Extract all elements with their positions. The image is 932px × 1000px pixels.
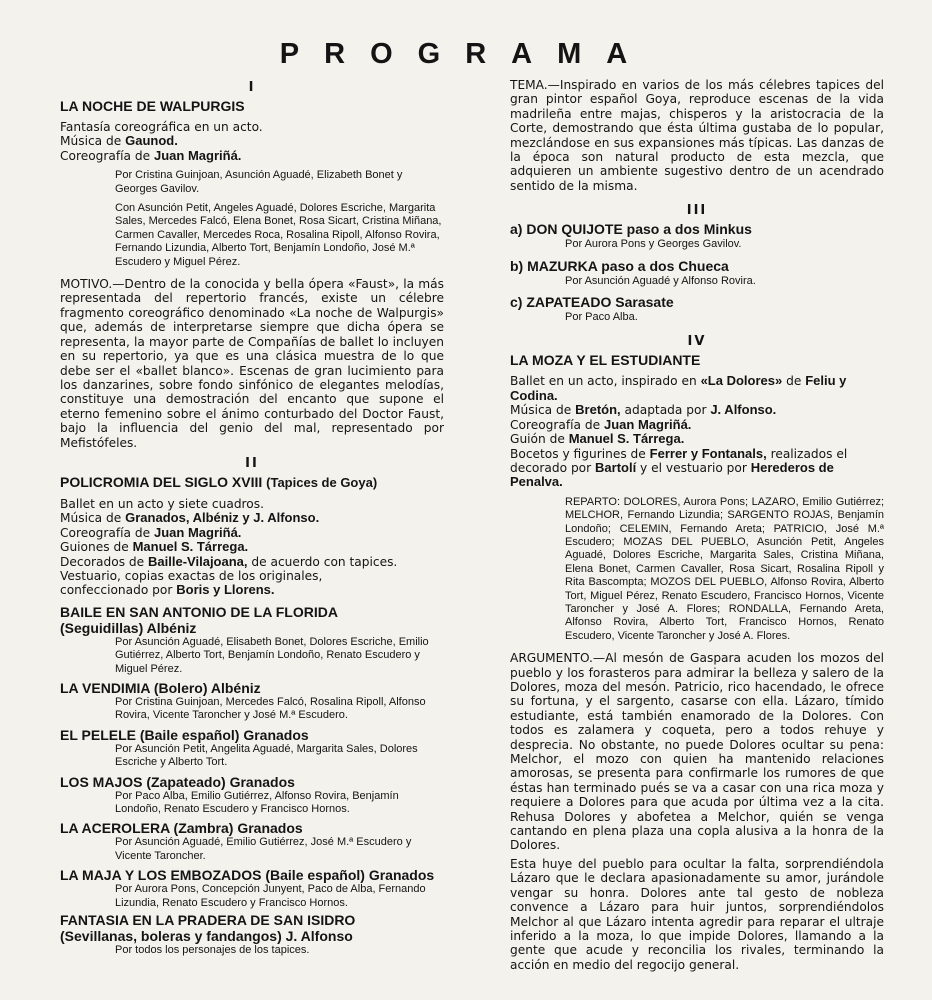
s4-choreography: Coreografía de Juan Magriñá. — [510, 416, 692, 432]
s1-choreography: Coreografía de Juan Magriñá. — [60, 147, 242, 163]
s1-music: Música de Gaunod. — [60, 133, 178, 149]
dance-5-cast: Por Asunción Aguadé, Emilio Gutiérrez, José M.ª Escudero y Vicente Taroncher. — [115, 836, 412, 862]
s4-script: Guión de Manuel S. Tárrega. — [510, 431, 685, 447]
piece-a-title: a) DON QUIJOTE paso a dos Minkus — [510, 221, 752, 238]
piece-c-cast: Por Paco Alba. — [565, 311, 638, 324]
s1-description: Fantasía coreográfica en un acto. — [60, 120, 263, 134]
s4-description: Ballet en un acto, inspirado en «La Dolores» de Feliu y Codina. — [510, 373, 847, 403]
s2-music: Música de Granados, Albéniz y J. Alfonso. — [60, 510, 320, 526]
page-title: PROGRAMA — [279, 38, 653, 70]
dance-4-title: LOS MAJOS (Zapateado) Granados — [60, 773, 295, 790]
dance-2-cast: Por Cristina Guinjoan, Mercedes Falcó, Rosalina Ripoll, Alfonso Rovira, Vicente Taroncher y José M.ª Escudero. — [115, 696, 426, 722]
left-column — [60, 78, 444, 957]
dance-7-subtitle: (Sevillanas, boleras y fandangos) J. Alfonso — [60, 928, 353, 945]
right-column — [510, 78, 884, 972]
piece-b-cast: Por Asunción Aguadé y Alfonso Rovira. — [565, 274, 756, 287]
section-number-3: III — [686, 203, 708, 219]
section-number-2: II — [245, 455, 259, 471]
s2-costumes: Vestuario, copias exactas de los originales, — [60, 568, 323, 583]
dance-4-cast: Por Paco Alba, Emilio Gutiérrez, Alfonso Rovira, Benjamín Londoño, Renato Escudero y Francisco Hornos. — [115, 789, 399, 816]
s2-choreography: Coreografía de Juan Magriñá. — [60, 524, 242, 540]
s4-music: Música de Bretón, adaptada por J. Alfonso. — [510, 402, 777, 418]
section-4-heading: LA MOZA Y EL ESTUDIANTE — [510, 352, 701, 369]
section-1-heading: LA NOCHE DE WALPURGIS — [60, 98, 245, 114]
dance-6-cast: Por Aurora Pons, Concepción Junyent, Paco de Alba, Fernando Lizundia, Renato Escudero y Francisco Hornos. — [115, 883, 426, 909]
section-number-1: I — [248, 80, 256, 95]
s1-cast-principal: Por Cristina Guinjoan, Asunción Aguadé, Elizabeth Bonet y Georges Gavilov. — [115, 169, 403, 195]
s2-script: Guiones de Manuel S. Tárrega. — [60, 539, 249, 555]
s2-sets: Decorados de Baille-Vilajoana, de acuerdo con tapices. — [60, 553, 398, 569]
section-2-heading: POLICROMIA DEL SIGLO XVIII (Tapices de Goya) — [60, 473, 378, 490]
dance-7-cast: Por todos los personajes de los tapices. — [115, 944, 310, 957]
section-number-4: IV — [687, 334, 707, 350]
dance-1-subtitle: (Seguidillas) Albéniz — [60, 619, 197, 636]
dance-2-title: LA VENDIMIA (Bolero) Albéniz — [60, 680, 261, 696]
s4-argumento-continued: Esta huye del pueblo para ocultar la falta, sorprendiéndola Lázaro que le declara apasionadamente su amor, jurándole vengar su honra. Dolores ante tal gesto de nobleza convence a Lázaro para huir juntos, sorprendiéndolos Melchor al que Lázaro intenta agredir para reparar el ultraje inferido a la moza, lo que impide Dolores, llamando a la gente que acude y reconcilia los rivales, terminando la acción en medio del regocijo general. — [510, 856, 884, 972]
s2-tema: TEMA.—Inspirado en varios de los más célebres tapices del gran pintor español Goya, reproduce escenas de la vida madrileña entre majas, chisperos y la aristocracia de la Corte, demostrando que ésta última gustaba de lo popular, mezclándose en sus expansiones más típicas. Las danzas de la época son natural producto de esta mezcla, que adquieren un ambiente sugestivo dentro de un acendrado sentido de la misma. — [510, 78, 884, 193]
s4-reparto: REPARTO: DOLORES, Aurora Pons; LAZARO, Emilio Gutiérrez; MELCHOR, Fernando Lizundia; SARGENTO ROJAS, Benjamín Londoño; CELEMIN, Fernando Areta; PATRICIO, José M.ª Escudero; MOZAS DEL PUEBLO, Asunción Petit, Angeles Aguadé, Dolores Escriche, Margarita Sales, Cristina Miñana, Elena Bonet, Carmen Cavaller, Rosa Sicart, Rosalina Ripoll y Rita Bascompta; MOZOS DEL PUEBLO, Alfonso Rovira, Alberto Tort, Miguel Pérez, Renato Escudero, Francisco Hornos, Vicente Taroncher y José A. Flores; RONDALLA, Fernando Areta, Alfonso Rovira, Alberto Tort, Francisco Hornos, Renato Escudero, Vicente Taroncher y José A. Flores. — [565, 495, 884, 642]
dance-3-cast: Por Asunción Petit, Angelita Aguadé, Margarita Sales, Dolores Escriche y Alberto Tort. — [115, 742, 418, 769]
s4-design: Bocetos y figurines de Ferrer y Fontanals, realizados el decorado por Bartolí y el vestuario por Herederos de Penalva. — [510, 445, 848, 490]
s2-costumes-maker: confeccionado por Boris y Llorens. — [60, 582, 275, 598]
dance-7-title: FANTASIA EN LA PRADERA DE SAN ISIDRO — [60, 912, 356, 929]
s1-cast-ensemble: Con Asunción Petit, Angeles Aguadé, Dolores Escriche, Margarita Sales, Mercedes Falcó, Elena Bonet, Rosa Sicart, Cristina Miñana, Carmen Cavaller, Mercedes Roca, Rosalina Ripoll, Alfonso Rovira, Fernando Lizundia, Alberto Tort, Benjamín Londoño, José M.ª Escudero y Miguel Pérez. — [115, 202, 442, 268]
piece-b-title: b) MAZURKA paso a dos Chueca — [510, 257, 729, 274]
dance-6-title: LA MAJA Y LOS EMBOZADOS (Baile español) Granados — [60, 867, 435, 884]
dance-3-title: EL PELELE (Baile español) Granados — [60, 726, 309, 743]
piece-c-title: c) ZAPATEADO Sarasate — [510, 294, 674, 311]
dance-1-cast: Por Asunción Aguadé, Elisabeth Bonet, Dolores Escriche, Emilio Gutiérrez, Alberto Tort, Benjamín Londoño, Renato Escudero y Miguel Pérez. — [115, 635, 429, 675]
dance-5-title: LA ACEROLERA (Zambra) Granados — [60, 820, 303, 837]
s4-argumento: ARGUMENTO.—Al mesón de Gaspara acuden los mozos del pueblo y los forasteros para admirar la belleza y salero de la Dolores, moza del mesón. Patricio, rico hacendado, le ofrece su fortuna, y el sargento, casarse con ella. Lázaro, tímido estudiante, está también enamorado de la Dolores. Con todos es zalamera y coqueta, pero a todos rehuye y desprecia. No obstante, no puede Dolores ocultar su pena: Melchor, el mozo con quien ha mantenido relaciones amorosas, se presenta para confirmarle los rumores de que éstas han terminado pués se va a casar con una rica moza y requiere a Dolores para que acuda por última vez a la cita. Rehusa Dolores y abofetea a Melchor, quién se venga cantando en plena plaza una copla alusiva a la honra de la Dolores. — [510, 651, 884, 853]
dance-1-title: BAILE EN SAN ANTONIO DE LA FLORIDA — [60, 603, 338, 620]
s2-description: Ballet en un acto y siete cuadros. — [60, 496, 264, 511]
s1-motivo: MOTIVO.—Dentro de la conocida y bella ópera «Faust», la más representada del repertorio francés, existe un célebre fragmento coreográfico denominado «La noche de Walpurgis» que, además de interpretarse siempre que dicha ópera se representa, la mayor parte de Compañías de ballet lo incluyen en su repertorio, ya que es una clásica muestra de lo que debe ser el «ballet blanco». Escenas de gran lucimiento para los danzarines, sobre fondo sinfónico de elegantes melodías, constituye una demostración del encanto que supone el eterno femenino sobre el ánimo conturbado del Doctor Faust, bajo la influencia del genio del mal, representado por Mefistófeles. — [60, 277, 444, 450]
piece-a-cast: Por Aurora Pons y Georges Gavilov. — [565, 238, 742, 251]
